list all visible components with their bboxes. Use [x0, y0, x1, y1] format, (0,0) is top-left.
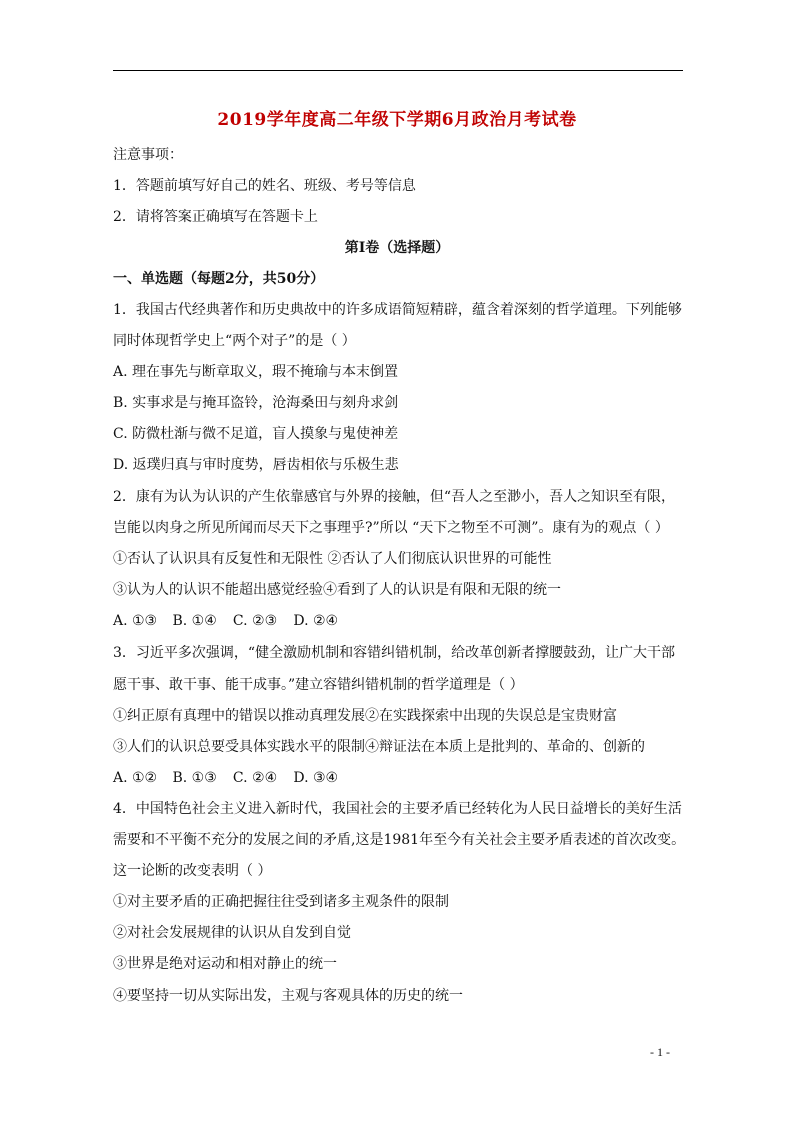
page-number: - 1 - [650, 1045, 670, 1059]
question-stem: 愿干事、敢干事、能干成事。”建立容错纠错机制的哲学道理是（ ） [113, 677, 524, 693]
question-stem: 3．习近平多次强调，“健全激励机制和容错纠错机制，给改革创新者撑腰鼓劲，让广大干部 [113, 645, 676, 661]
statement-line: ③人们的认识总要受具体实践水平的限制④辩证法在本质上是批判的、革命的、创新的 [113, 739, 645, 755]
question-stem: 4．中国特色社会主义进入新时代，我国社会的主要矛盾已经转化为人民日益增长的美好生活 [113, 801, 682, 817]
notice-item: 1．答题前填写好自己的姓名、班级、考号等信息 [113, 178, 416, 194]
answer-choice: C. ②③ [232, 613, 278, 629]
answer-choices [113, 769, 338, 787]
statement-line: ③世界是绝对运动和相对静止的统一 [113, 956, 337, 972]
question-stem: 2．康有为认为认识的产生依靠感官与外界的接触，但“吾人之至渺小，吾人之知识至有限， [113, 489, 676, 505]
statement-line: ②对社会发展规律的认识从自发到自觉 [113, 925, 351, 941]
answer-option: D. 返璞归真与审时度势，唇齿相依与乐极生悲 [113, 457, 399, 473]
notice-item: 2．请将答案正确填写在答题卡上 [113, 209, 318, 225]
part-title: 一、单选题（每题2分，共50分） [113, 271, 325, 287]
statement-line: ③认为人的认识不能超出感觉经验④看到了人的认识是有限和无限的统一 [113, 582, 561, 598]
answer-choice: D. ③④ [293, 770, 339, 786]
statement-line: ④要坚持一切从实际出发，主观与客观具体的历史的统一 [113, 988, 463, 1004]
header-rule [113, 70, 683, 71]
answer-choice: B. ①③ [172, 770, 217, 786]
answer-choice: D. ②④ [293, 613, 339, 629]
question-stem: 1．我国古代经典著作和历史典故中的许多成语简短精辟，蕴含着深刻的哲学道理。下列能够 [113, 302, 682, 318]
answer-choice: C. ②④ [232, 770, 278, 786]
question-stem: 需要和不平衡不充分的发展之间的矛盾,这是1981年至今有关社会主要矛盾表述的首次改变。 [113, 832, 686, 848]
answer-option: B. 实事求是与掩耳盗铃，沧海桑田与刻舟求剑 [113, 395, 399, 411]
statement-line: ①对主要矛盾的正确把握往往受到诸多主观条件的限制 [113, 894, 449, 910]
section-title: 第I卷（选择题） [344, 240, 450, 256]
statement-line: ①纠正原有真理中的错误以推动真理发展②在实践探索中出现的失误总是宝贵财富 [113, 708, 617, 724]
question-stem: 同时体现哲学史上“两个对子”的是（ ） [113, 333, 356, 349]
answer-choice: A. ①② [113, 770, 158, 786]
answer-option: C. 防微杜渐与微不足道，盲人摸象与鬼使神差 [113, 426, 399, 442]
answer-option: A. 理在事先与断章取义，瑕不掩瑜与本末倒置 [113, 364, 399, 380]
answer-choice: B. ①④ [172, 613, 217, 629]
statement-line: ①否认了认识具有反复性和无限性 ②否认了人们彻底认识世界的可能性 [113, 551, 552, 567]
question-stem: 这一论断的改变表明（ ） [113, 863, 272, 879]
notice-heading: 注意事项： [113, 147, 183, 163]
question-stem: 岂能以肉身之所见所闻而尽天下之事理乎?”所以 “天下之物至不可测”。康有为的观点（ ） [113, 520, 669, 536]
answer-choices [113, 612, 338, 630]
answer-choice: A. ①③ [113, 613, 158, 629]
exam-title: 2019学年度高二年级下学期6月政治月考试卷 [217, 110, 577, 130]
